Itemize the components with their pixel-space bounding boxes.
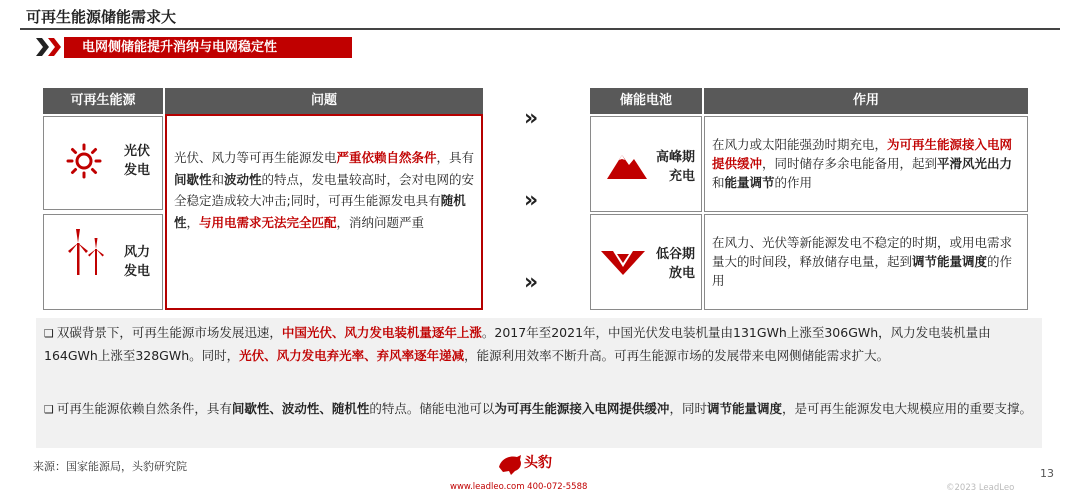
- solar-label: 光伏 发电: [124, 144, 151, 178]
- wind-turbine-icon: [66, 229, 106, 275]
- checkbox-bullet-icon: ❑: [44, 403, 54, 416]
- table-header-battery: 储能电池: [590, 88, 702, 114]
- row-solar: [43, 116, 163, 210]
- table-header-renewable: 可再生能源: [43, 88, 163, 114]
- row-peak-charge: [590, 116, 702, 212]
- notes-box: [36, 318, 1042, 448]
- row-valley-discharge: [590, 214, 702, 310]
- valley-label: 低谷期 放电: [655, 247, 695, 281]
- page-title: 可再生能源储能需求大: [26, 8, 177, 26]
- copyright: ©2023 LeadLeo: [946, 483, 1015, 493]
- chevron-right-icon: »: [524, 270, 535, 295]
- valley-role-cell: [704, 214, 1028, 310]
- peak-role-cell: [704, 116, 1028, 212]
- problem-cell: [165, 114, 483, 310]
- leopard-logo-icon: [497, 453, 523, 477]
- peak-role-text: 在风力或太阳能强劲时期充电，为可再生能源接入电网提供缓冲，同时储存多余电能备用，起到平滑风光出力和能量调节的作用: [712, 137, 1013, 190]
- note-1: ❑ 双碳背景下，可再生能源市场发展迅速，中国光伏、风力发电装机量逐年上涨。2017年至2021年，中国光伏发电装机量由131GWh上涨至306GWh，风力发电装机量由164GWh上涨至328GWh。同时，光伏、风力发电弃光率、弃风率逐年递减，能源利用效率不断升高。可再生能源市场的发展带来电网侧储能需求扩大。: [44, 325, 991, 363]
- table-header-role: 作用: [704, 88, 1028, 114]
- footer-contact[interactable]: www.leadleo.com 400-072-5588: [450, 482, 588, 492]
- chevron-right-icon: »: [524, 106, 535, 131]
- source-note: 来源：国家能源局，头豹研究院: [33, 460, 187, 473]
- checkbox-bullet-icon: ❑: [44, 327, 54, 340]
- wind-label: 风力 发电: [124, 245, 151, 279]
- page-number: 13: [1040, 467, 1054, 480]
- table-header-problem: 问题: [165, 88, 483, 114]
- footer-brand: 头豹: [524, 455, 552, 471]
- peak-label: 高峰期 充电: [655, 150, 695, 184]
- storage-role-table: [590, 88, 1028, 310]
- sun-icon: [66, 143, 102, 179]
- problem-text: 光伏、风力等可再生能源发电严重依赖自然条件，具有间歇性和波动性的特点，发电量较高时，会对电网的安全稳定造成较大冲击;同时，可再生能源发电具有随机性，与用电需求无法完全匹配，消纳问题严重: [174, 150, 475, 230]
- row-wind: [43, 214, 163, 310]
- note-2: ❑ 可再生能源依赖自然条件，具有间歇性、波动性、随机性的特点。储能电池可以为可再生能源接入电网提供缓冲，同时调节能量调度，是可再生能源发电大规模应用的重要支撑。: [44, 401, 1032, 416]
- renewable-problems-table: [43, 88, 483, 310]
- valley-icon: [601, 251, 645, 275]
- mountain-peak-icon: [607, 151, 647, 179]
- section-title: 电网侧储能提升消纳与电网稳定性: [64, 37, 352, 58]
- chevron-right-icon: »: [524, 188, 535, 213]
- valley-role-text: 在风力、光伏等新能源发电不稳定的时期，或用电需求量大的时间段，释放储存电量，起到调节能量调度的作用: [712, 235, 1013, 288]
- title-divider: [20, 28, 1060, 30]
- double-chevron-icon: [36, 36, 66, 58]
